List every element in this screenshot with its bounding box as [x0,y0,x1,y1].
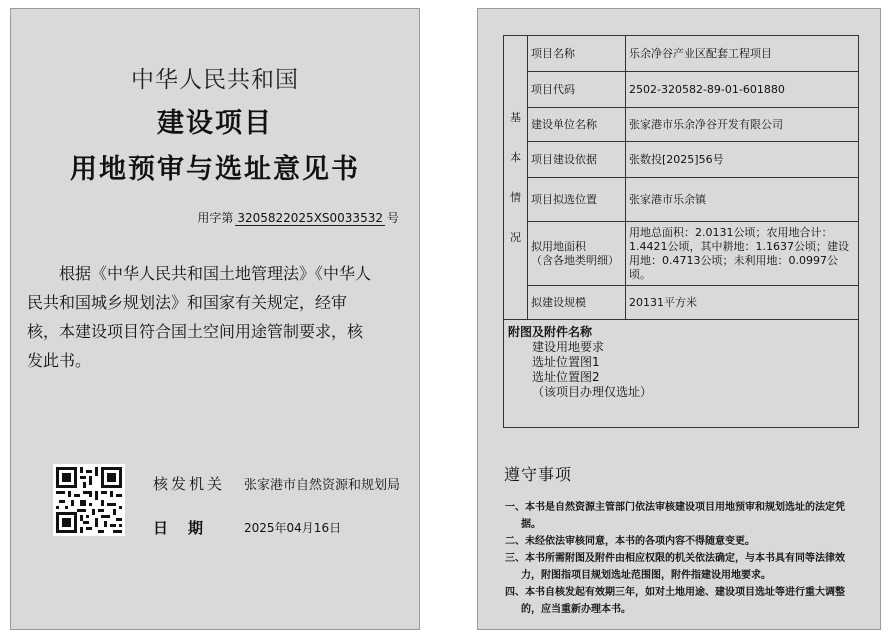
attachment-item: 选址位置图1 [532,355,600,369]
qr-code [53,464,125,536]
qr-code-icon [53,464,125,536]
notices-list [505,499,850,618]
issuer-label: 核发机关 [153,475,226,493]
row-label: 项目建设依据 [528,142,626,178]
attachments-box [503,319,859,428]
cert-number-value: 3205822025XS0033532 [237,211,383,225]
date-label: 日期 [153,519,224,537]
table-row [504,36,859,72]
row-label [528,222,626,286]
country-title: 中华人民共和国 [131,67,299,93]
row-value: 张数投[2025]56号 [626,142,859,178]
date-value: 2025年04月16日 [244,521,342,535]
row-label: 建设单位名称 [528,108,626,142]
cert-suffix: 号 [386,211,399,225]
side-char: 情 [510,190,521,204]
certificate-number [197,209,399,226]
land-area-label: 拟用地面积 [531,239,586,253]
attachment-item: （该项目办理仅选址） [532,385,653,399]
row-label: 项目名称 [528,36,626,72]
details-page [477,8,881,630]
side-char: 况 [510,230,521,244]
table-row [504,286,859,320]
basic-info-table [503,35,859,320]
row-value: 用地总面积：2.0131公顷；农用地合计：1.4421公顷，其中耕地：1.1637公顷；建设用地：0.4713公顷；未利用地：0.0997公顷。 [626,222,859,286]
table-row [504,142,859,178]
row-value: 20131平方米 [626,286,859,320]
row-value: 张家港市乐余净谷开发有限公司 [626,108,859,142]
attachment-item: 选址位置图2 [532,370,600,384]
approval-statement: 根据《中华人民共和国土地管理法》《中华人民共和国城乡规划法》和国家有关规定，经审核，本建设项目符合国土空间用途管制要求，核发此书。 [27,264,372,370]
attachment-item: 建设用地要求 [532,340,605,354]
cover-page [10,8,420,630]
notice-item: 三、本书所需附图及附件由相应权限的机关依法确定，与本书具有同等法律效力，附图指项目规划选址范围图，附件指建设用地要求。 [505,553,845,581]
cert-prefix: 用字第 [197,211,234,225]
row-label: 项目代码 [528,72,626,108]
doc-title-line1: 建设项目 [157,108,273,139]
notice-item: 二、未经依法审核同意，本书的各项内容不得随意变更。 [505,536,755,547]
land-area-sublabel: （含各地类明细） [531,253,619,267]
row-label: 项目拟选位置 [528,178,626,222]
row-label: 拟建设规模 [528,286,626,320]
side-char: 本 [510,150,521,164]
notice-item: 四、本书自核发起有效期三年，如对土地用途、建设项目选址等进行重大调整的，应当重新办理本书。 [505,587,845,615]
attachments-title: 附图及附件名称 [508,325,593,339]
table-row [504,108,859,142]
issuer-value: 张家港市自然资源和规划局 [244,478,401,493]
doc-title-line2: 用地预审与选址意见书 [70,154,360,185]
table-row [504,178,859,222]
row-value: 乐余净谷产业区配套工程项目 [626,36,859,72]
notice-item: 一、本书是自然资源主管部门依法审核建设项目用地预审和规划选址的法定凭据。 [505,502,845,530]
basic-info-side-label [504,36,528,320]
notices-title: 遵守事项 [504,465,573,484]
table-row [504,72,859,108]
table-row [504,222,859,286]
row-value: 2502-320582-89-01-601880 [626,72,859,108]
row-value: 张家港市乐余镇 [626,178,859,222]
side-char: 基 [510,110,521,124]
